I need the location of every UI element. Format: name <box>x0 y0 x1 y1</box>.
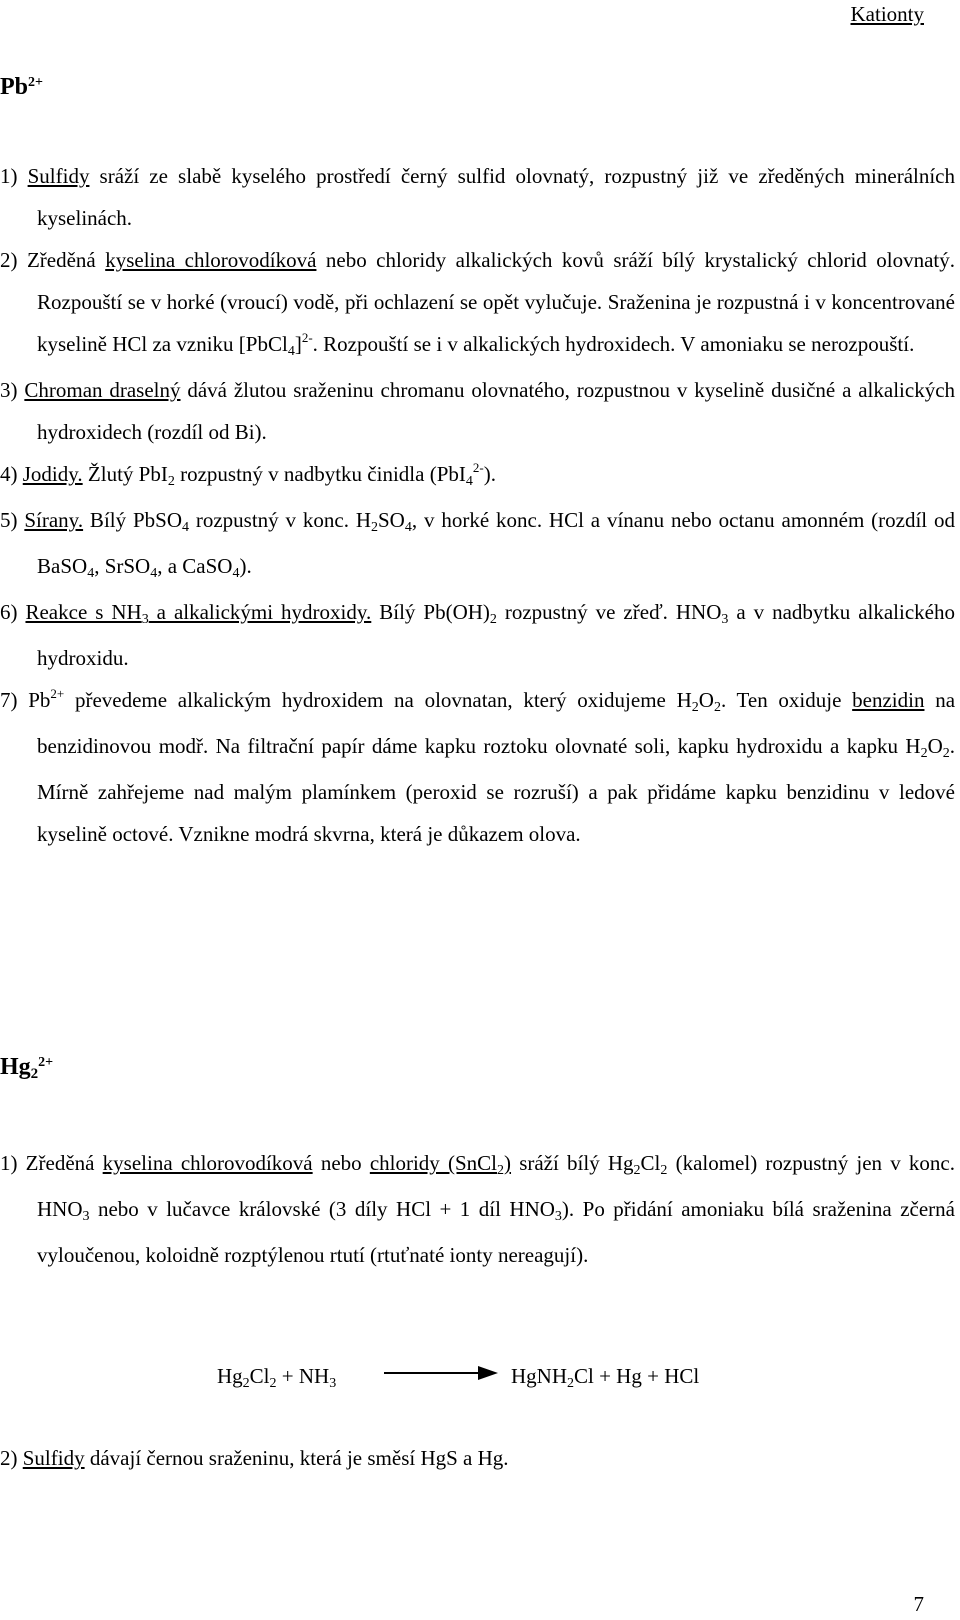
item-text: SO <box>378 508 405 532</box>
reaction-arrow-icon <box>384 1363 498 1383</box>
item-text: , a CaSO <box>157 554 233 578</box>
link-reakce-nh3[interactable] <box>25 600 372 627</box>
item-text: ). <box>483 462 496 486</box>
item-text: , SrSO <box>94 554 151 578</box>
subscript: 2 <box>497 1163 505 1178</box>
subscript: 2 <box>242 1376 250 1391</box>
link-jodidy[interactable]: Jodidy. <box>22 462 83 486</box>
list-item <box>0 1437 955 1479</box>
superscript: 2- <box>472 460 484 475</box>
subscript: 2 <box>660 1163 668 1178</box>
item-text: sráží bílý Hg <box>511 1151 634 1175</box>
link-text: chloridy (SnCl <box>369 1151 498 1175</box>
link-text: a alkalickými hydroxidy. <box>148 600 372 624</box>
list-item <box>0 679 955 855</box>
formula-text: HgNH <box>511 1364 567 1388</box>
link-benzidin[interactable]: benzidin <box>852 688 925 712</box>
subscript: 2 <box>269 1376 277 1391</box>
subscript: 2 <box>920 746 928 761</box>
hg-section-2 <box>0 1437 955 1479</box>
item-text: Zředěná <box>17 1151 103 1175</box>
list-item <box>0 1142 955 1276</box>
link-chroman-draselny[interactable]: Chroman draselný <box>24 378 181 402</box>
item-text: sráží ze slabě kyselého prostředí černý sulfid olovnatý, rozpustný již ve zředěných minerálních kyselinách. <box>37 164 955 230</box>
subscript: 2 <box>371 520 378 535</box>
list-item <box>0 453 955 499</box>
page-header-link[interactable]: Kationty <box>850 2 924 26</box>
item-number: 2) <box>0 248 18 272</box>
item-text: ). <box>239 554 252 578</box>
subscript: 4 <box>182 520 189 535</box>
subscript: 4 <box>232 566 240 581</box>
item-text: ). Po přidání amoniaku bílá sraženina zčerná vyloučenou, koloidně rozptýlenou rtutí (rtuťnaté ionty nereagují). <box>37 1197 955 1267</box>
subscript: 2 <box>713 700 721 715</box>
page-number: 7 <box>913 1592 924 1616</box>
item-text: ] <box>294 332 302 356</box>
item-text: nebo <box>312 1151 370 1175</box>
item-number: 3) <box>0 378 18 402</box>
subscript: 4 <box>404 520 412 535</box>
subscript: 2 <box>489 612 497 627</box>
subscript: 3 <box>141 612 149 627</box>
subscript: 3 <box>82 1209 90 1224</box>
section-title-hg2 <box>0 1052 53 1086</box>
item-text: převedeme alkalickým hydroxidem na olovnatan, který oxidujeme H <box>64 688 692 712</box>
item-text: nebo chloridy alkalických kovů sráží bílý krystalický chlorid olovnatý. Rozpouští se v horké (vroucí) vodě, při ochlazení se opět vylučuje. Sraženina je rozpustná i v koncentrované kyselině HCl za vzniku [PbCl <box>37 248 955 356</box>
subscript: 3 <box>721 612 729 627</box>
link-text: ) <box>504 1151 512 1175</box>
title-base: Hg <box>0 1054 31 1080</box>
superscript: 2+ <box>50 686 65 701</box>
subscript: 2 <box>633 1163 641 1178</box>
item-text: dává žlutou sraženinu chromanu olovnatého, rozpustnou v kyselině dusičné a alkalických hydroxidech (rozdíl od Bi). <box>37 378 956 444</box>
equation-reactants <box>217 1355 336 1401</box>
subscript: 4 <box>150 566 158 581</box>
pb-section <box>0 155 955 855</box>
formula-text: + NH <box>276 1364 330 1388</box>
hg-section <box>0 1142 955 1276</box>
item-text: Žlutý PbI <box>82 462 168 486</box>
item-text: rozpustný v nadbytku činidla (PbI <box>174 462 466 486</box>
link-sulfidy[interactable]: Sulfidy <box>27 164 90 188</box>
link-sirany[interactable]: Sírany. <box>24 508 84 532</box>
list-item <box>0 591 955 679</box>
item-number: 2) <box>0 1446 18 1470</box>
subscript: 3 <box>554 1209 562 1224</box>
superscript: 2- <box>301 330 313 345</box>
title-subscript: 2 <box>30 1066 39 1082</box>
item-number: 6) <box>0 600 18 624</box>
formula-text: Cl + Hg + HCl <box>574 1364 700 1388</box>
subscript: 3 <box>329 1376 337 1391</box>
list-item <box>0 155 955 239</box>
subscript: 4 <box>87 566 95 581</box>
link-kyselina-chlorovodikova[interactable]: kyselina chlorovodíková <box>102 1151 313 1175</box>
item-text: Bílý Pb(OH) <box>371 600 490 624</box>
item-text: Bílý PbSO <box>83 508 182 532</box>
item-text: O <box>698 688 714 712</box>
formula-text: Hg <box>217 1364 243 1388</box>
item-text: . Ten oxiduje <box>720 688 853 712</box>
title-charge: 2+ <box>38 1055 54 1070</box>
link-chloridy-sncl2[interactable] <box>369 1151 512 1178</box>
subscript: 4 <box>287 344 295 359</box>
list-item <box>0 499 955 591</box>
subscript: 2 <box>691 700 699 715</box>
formula-text: Cl <box>249 1364 270 1388</box>
item-number: 7) <box>0 688 18 712</box>
subscript: 4 <box>465 474 473 489</box>
item-number: 4) <box>0 462 18 486</box>
item-text: . Mírně zahřejeme nad malým plamínkem (peroxid se rozruší) a pak přidáme kapku benzidinu v ledové kyselině octové. Vznikne modrá skvrna, která je důkazem olova. <box>37 734 955 846</box>
link-text: Reakce s NH <box>25 600 142 624</box>
item-text: Cl <box>640 1151 661 1175</box>
item-number: 1) <box>0 164 18 188</box>
reaction-equation <box>0 1355 960 1395</box>
item-number: 5) <box>0 508 18 532</box>
title-base: Pb <box>0 74 29 100</box>
item-text: rozpustný ve zřeď. HNO <box>496 600 722 624</box>
title-charge: 2+ <box>28 75 43 90</box>
item-text: O <box>927 734 943 758</box>
list-item <box>0 239 955 369</box>
item-text: na benzidinovou modř. Na filtrační papír dáme kapku roztoku olovnaté soli, kapku hydroxidu a kapku H <box>37 688 956 758</box>
item-text: . Rozpouští se i v alkalických hydroxidech. V amoniaku se nerozpouští. <box>312 332 915 356</box>
item-text: dávají černou sraženinu, která je směsí HgS a Hg. <box>84 1446 509 1470</box>
item-text: (kalomel) rozpustný jen v konc. HNO <box>37 1151 955 1221</box>
item-text: , v horké konc. HCl a vínanu nebo octanu amonném (rozdíl od BaSO <box>37 508 956 578</box>
item-text: rozpustný v konc. H <box>189 508 371 532</box>
section-title-pb <box>0 72 43 106</box>
subscript: 2 <box>942 746 950 761</box>
item-text: nebo v lučavce královské (3 díly HCl + 1 díl HNO <box>89 1197 555 1221</box>
equation-products <box>511 1355 699 1401</box>
item-text: Pb <box>17 688 51 712</box>
list-item <box>0 369 955 453</box>
link-kyselina-chlorovodikova[interactable]: kyselina chlorovodíková <box>105 248 317 272</box>
subscript: 2 <box>167 474 175 489</box>
item-text: Zředěná <box>17 248 106 272</box>
link-sulfidy[interactable]: Sulfidy <box>22 1446 85 1470</box>
item-text: a v nadbytku alkalického hydroxidu. <box>37 600 955 670</box>
subscript: 2 <box>567 1376 574 1391</box>
item-number: 1) <box>0 1151 18 1175</box>
